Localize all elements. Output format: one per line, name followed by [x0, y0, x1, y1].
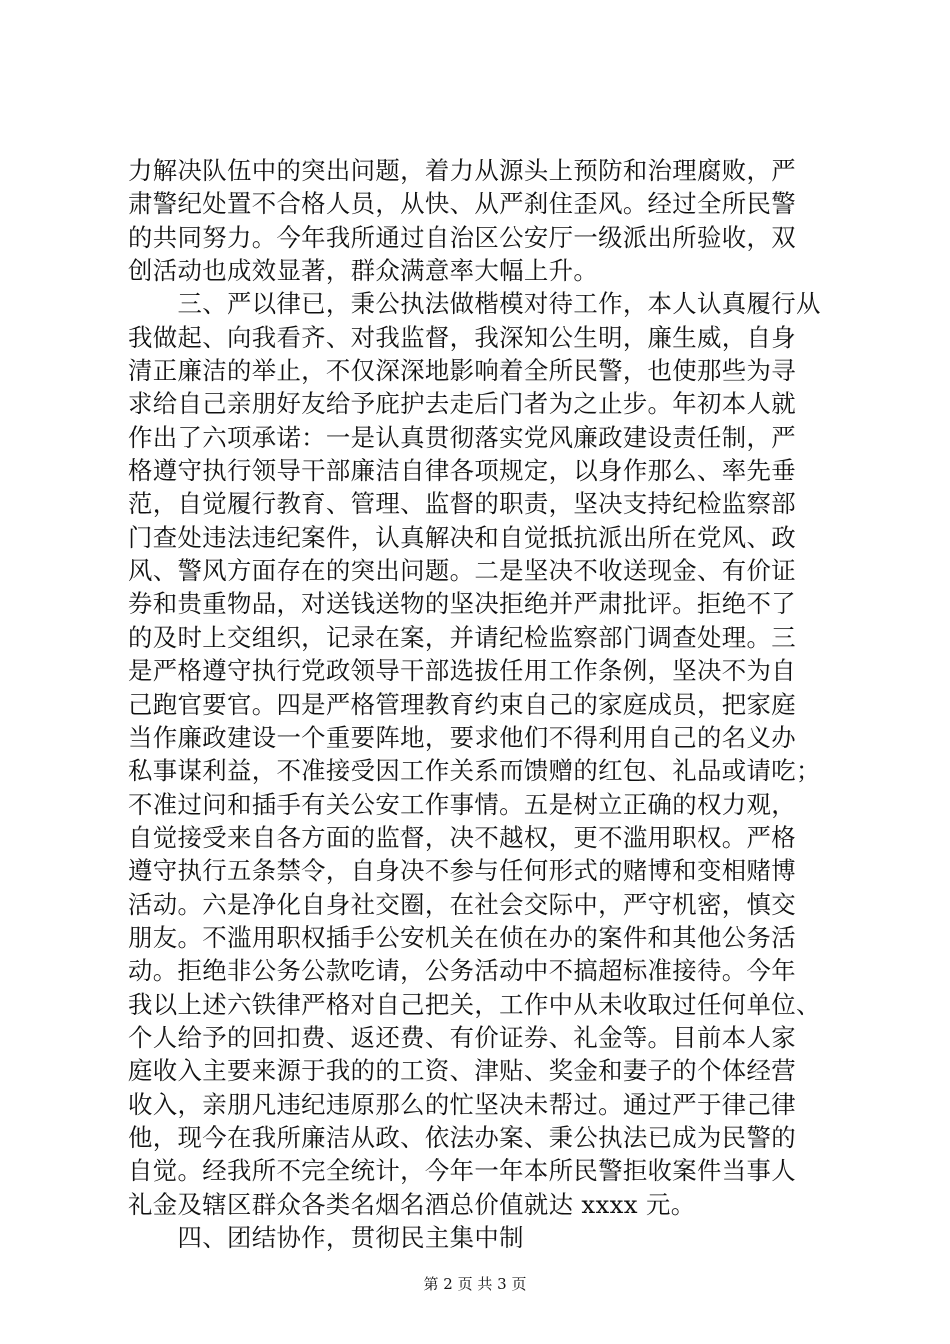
text-line: 的共同努力。今年我所通过自治区公安厅一级派出所验收，双	[128, 222, 796, 252]
page-number-footer: 第 2 页 共 3 页	[423, 1275, 527, 1293]
text-line: 活动。六是净化自身社交圈，在社会交际中，严守机密，慎交	[128, 889, 796, 919]
text-line: 自觉接受来自各方面的监督，决不越权，更不滥用职权。严格	[128, 822, 796, 852]
body-text	[128, 154, 828, 1254]
text-line: 礼金及辖区群众各类名烟名酒总价值就达 xxxx 元。	[128, 1189, 696, 1219]
text-line: 自觉。经我所不完全统计，今年一年本所民警拒收案件当事人	[128, 1156, 796, 1186]
text-line: 的及时上交组织，记录在案，并请纪检监察部门调查处理。三	[128, 622, 796, 652]
text-line: 券和贵重物品，对送钱送物的坚决拒绝并严肃批评。拒绝不了	[128, 589, 796, 619]
section-heading-line: 三、严以律已，秉公执法做楷模对待工作，本人认真履行从	[128, 289, 821, 319]
text-line: 是严格遵守执行党政领导干部选拔任用工作条例，坚决不为自	[128, 656, 796, 686]
text-line: 我以上述六铁律严格对自己把关，工作中从未收取过任何单位、	[128, 989, 821, 1019]
text-line: 格遵守执行领导干部廉洁自律各项规定，以身作那么、率先垂	[128, 456, 796, 486]
text-line: 清正廉洁的举止，不仅深深地影响着全所民警，也使那些为寻	[128, 356, 796, 386]
text-line: 力解决队伍中的突出问题，着力从源头上预防和治理腐败，严	[128, 156, 796, 185]
text-line: 风、警风方面存在的突出问题。二是坚决不收送现金、有价证	[128, 556, 796, 586]
text-line: 他，现今在我所廉洁从政、依法办案、秉公执法已成为民警的	[128, 1122, 796, 1152]
text-line: 求给自己亲朋好友给予庇护去走后门者为之止步。年初本人就	[128, 389, 796, 419]
text-line: 私事谋利益，不准接受因工作关系而馈赠的红包、礼品或请吃；	[128, 756, 821, 786]
text-line: 遵守执行五条禁令，自身决不参与任何形式的赌博和变相赌博	[128, 856, 796, 886]
text-line: 庭收入主要来源于我的的工资、津贴、奖金和妻子的个体经营	[128, 1056, 796, 1086]
text-line: 我做起、向我看齐、对我监督，我深知公生明，廉生威，自身	[128, 322, 796, 352]
text-line: 动。拒绝非公务公款吃请，公务活动中不搞超标准接待。今年	[128, 956, 796, 986]
text-line: 作出了六项承诺：一是认真贯彻落实党风廉政建设责任制，严	[128, 422, 796, 452]
text-line: 收入，亲朋凡违纪违原那么的忙坚决未帮过。通过严于律己律	[128, 1089, 796, 1119]
text-line: 肃警纪处置不合格人员，从快、从严刹住歪风。经过全所民警	[128, 189, 796, 219]
text-line: 范，自觉履行教育、管理、监督的职责，坚决支持纪检监察部	[128, 489, 796, 519]
text-line: 当作廉政建设一个重要阵地，要求他们不得利用自己的名义办	[128, 722, 796, 752]
text-line: 门查处违法违纪案件，认真解决和自觉抵抗派出所在党风、政	[128, 522, 796, 552]
section-heading-line: 四、团结协作，贯彻民主集中制	[128, 1223, 524, 1252]
text-line: 朋友。不滥用职权插手公安机关在侦在办的案件和其他公务活	[128, 922, 796, 952]
text-line: 创活动也成效显著，群众满意率大幅上升。	[128, 256, 599, 286]
text-line: 个人给予的回扣费、返还费、有价证券、礼金等。目前本人家	[128, 1022, 796, 1052]
text-line: 己跑官要官。四是严格管理教育约束自己的家庭成员，把家庭	[128, 689, 796, 719]
text-line: 不准过问和插手有关公安工作事情。五是树立正确的权力观，	[128, 789, 796, 819]
